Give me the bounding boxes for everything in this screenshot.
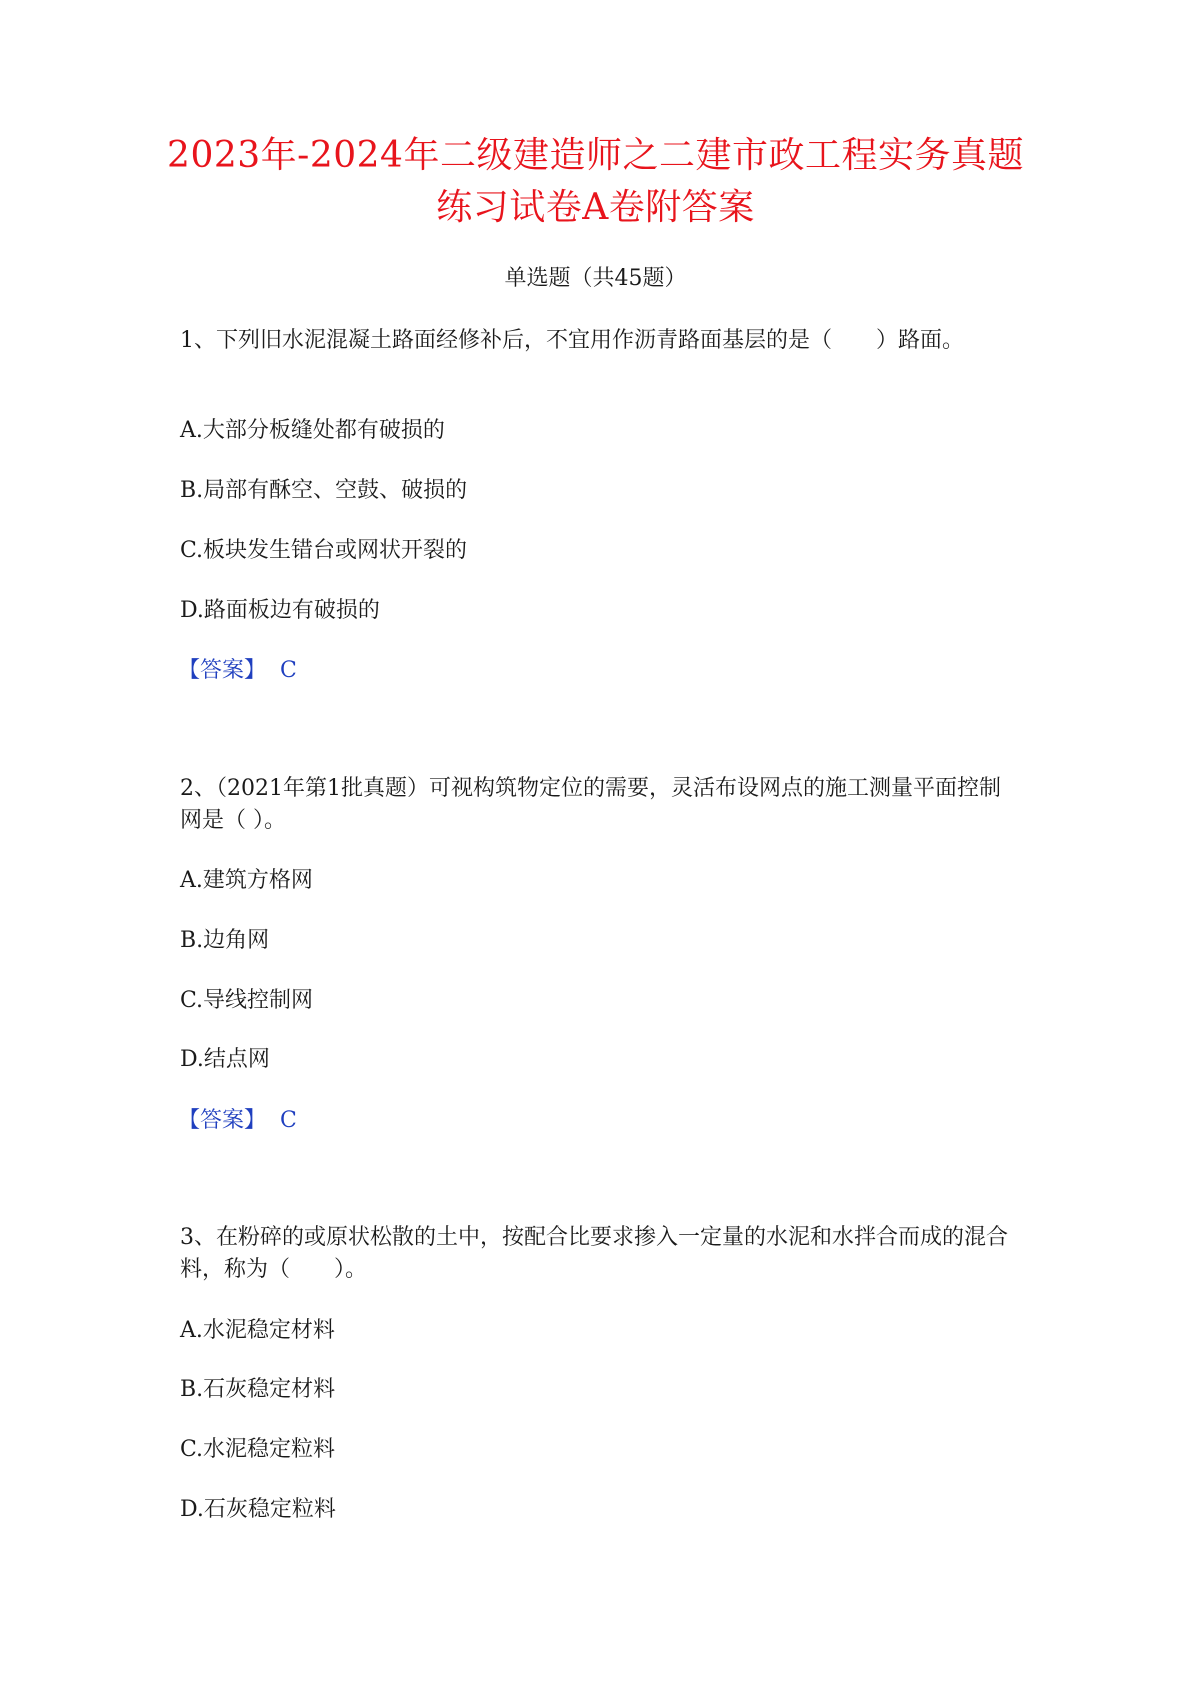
- question-2-option-a: A.建筑方格网: [180, 868, 313, 893]
- question-2-option-b: B.边角网: [180, 928, 270, 953]
- question-3-stem: 3、在粉碎的或原状松散的土中，按配合比要求掺入一定量的水泥和水拌合而成的混合料，称为（ ）。: [180, 1225, 1008, 1282]
- question-3-option-a: A.水泥稳定材料: [180, 1318, 335, 1343]
- question-2-option-c: C.导线控制网: [180, 988, 314, 1013]
- answer-value: C: [280, 1108, 297, 1133]
- question-1-answer: [178, 656, 297, 686]
- question-3-option-b: B.石灰稳定材料: [180, 1377, 336, 1402]
- question-1-option-a: A.大部分板缝处都有破损的: [180, 418, 445, 443]
- answer-value: C: [280, 658, 297, 683]
- question-1-stem: 1、下列旧水泥混凝土路面经修补后，不宜用作沥青路面基层的是（ ）路面。: [180, 328, 964, 353]
- answer-label: 【答案】: [178, 1108, 267, 1133]
- question-3-option-c: C.水泥稳定粒料: [180, 1437, 336, 1462]
- answer-label: 【答案】: [178, 658, 267, 683]
- section-heading: 单选题（共45题）: [504, 266, 687, 291]
- document-title: 2023年-2024年二级建造师之二建市政工程实务真题练习试卷A卷附答案: [167, 135, 1024, 228]
- question-2-option-d: D.结点网: [180, 1047, 270, 1072]
- question-1-option-d: D.路面板边有破损的: [180, 598, 380, 623]
- question-2-answer: [178, 1106, 297, 1136]
- question-1-option-b: B.局部有酥空、空鼓、破损的: [180, 478, 468, 503]
- question-1-option-c: C.板块发生错台或网状开裂的: [180, 538, 468, 563]
- question-3-option-d: D.石灰稳定粒料: [180, 1497, 336, 1522]
- question-2-stem: 2、（2021年第1批真题）可视构筑物定位的需要，灵活布设网点的施工测量平面控制网是（ ）。: [180, 776, 1001, 833]
